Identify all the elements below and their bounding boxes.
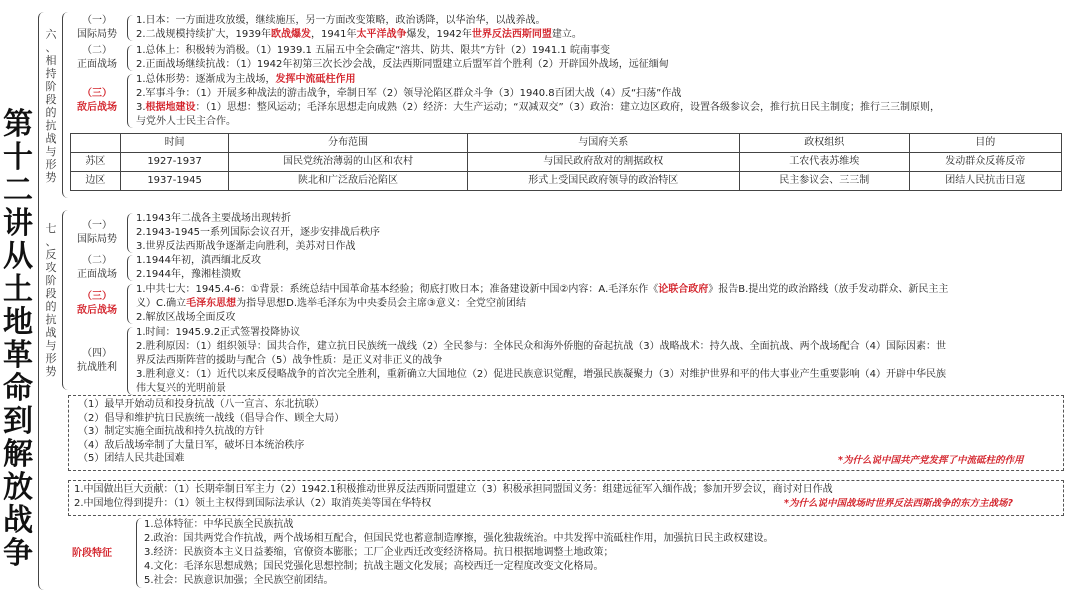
- sec7-part-line: [136, 368, 946, 382]
- sec7-part-line: [136, 382, 226, 396]
- eastern-front-note: *为什么说中国战场时世界反法西斯战争的东方主战场?: [784, 498, 1013, 509]
- sec6-part-number: （三）: [82, 88, 112, 99]
- table-cell: 形式上受国民政府领导的政治特区: [467, 172, 739, 191]
- title-char: 十: [3, 140, 33, 175]
- sec6-part-name: 敌后战场: [77, 102, 117, 113]
- table-cell: 陕北和广泛敌后沦陷区: [229, 172, 467, 191]
- line-text: 2.军事斗争：（1）开展多种战法的游击战争，牵制日军（2）领导沦陷区群众斗争（3）1940.8百团大战（4）反“扫荡”作战: [136, 88, 682, 99]
- section-label-char: 的: [45, 300, 57, 313]
- table-cell: 边区: [71, 172, 121, 191]
- highlight-text: 世界反法西斯同盟: [471, 29, 552, 40]
- title-char: 二: [3, 173, 33, 208]
- section-6-label: [44, 28, 58, 184]
- sec6-part-name: 正面战场: [77, 59, 117, 70]
- main-title: [2, 108, 34, 570]
- line-text: 2.二战规模持续扩大，1939年: [136, 29, 271, 40]
- section-label-char: 阶: [45, 80, 57, 93]
- section-label-char: 抗: [45, 119, 57, 132]
- line-text: 义）C.确立: [136, 298, 187, 309]
- table-header-cell: 分布范围: [229, 134, 467, 153]
- table-header-cell: 目的: [909, 134, 1062, 153]
- highlight-text: 欧战爆发: [271, 29, 311, 40]
- table-cell: 1937-1945: [120, 172, 229, 191]
- cpc-role-line: （4）敌后战场牵制了大量日军，破坏日本统治秩序: [78, 439, 305, 451]
- section-label-char: 、: [45, 41, 57, 54]
- section-label-char: 形: [45, 352, 57, 365]
- sec6-part-line: [136, 58, 669, 72]
- sec7-part-number: （二）: [82, 255, 112, 266]
- line-text: 3.世界反法西斯战争逐渐走向胜利，美苏对日作战: [136, 241, 356, 252]
- stage-line: 2.政治：国共两党合作抗战，两个战场相互配合，但国民党也蓄意制造摩擦，强化独裁统治。中共发挥中流砥柱作用，加强抗日民主政权建设。: [144, 533, 774, 544]
- table-cell: 发动群众反蒋反帝: [909, 153, 1062, 172]
- line-text: ，1941年: [311, 29, 357, 40]
- section-label-char: 势: [45, 171, 57, 184]
- section-label-char: 六: [45, 28, 57, 41]
- sec7-part-name: 抗战胜利: [77, 362, 117, 373]
- section-label-char: 阶: [45, 274, 57, 287]
- line-text: 1.总体上：积极转为消极。（1）1939.1 五届五中全会确定“溶共、防共、限共”方针（2）1941.1 皖南事变: [136, 45, 610, 56]
- sec7-part-line: [136, 212, 291, 226]
- line-text: 1.总体形势：逐渐成为主战场，: [136, 74, 276, 85]
- stage-brace: [136, 518, 143, 588]
- sec7-part-number: （一）: [82, 220, 112, 231]
- line-text: 1.1944年初，滇西缅北反攻: [136, 255, 261, 266]
- title-char: 命: [3, 371, 33, 406]
- section-7-label: [44, 222, 58, 378]
- table-cell: 国民党统治薄弱的山区和农村: [229, 153, 467, 172]
- sec7-part-brace: [127, 255, 133, 281]
- eastern-front-line: 1.中国做出巨大贡献：（1）长期牵制日军主力（2）1942.1积极推动世界反法西斯同盟建立（3）积极承担同盟国义务：组建远征军入缅作战；参加开罗会议，商讨对日作战: [74, 484, 833, 495]
- sec7-part-line: [136, 226, 380, 240]
- table-header-cell: 政权组织: [739, 134, 909, 153]
- sec7-part-line: [136, 340, 946, 354]
- line-text: 伟大复兴的光明前景: [136, 383, 226, 394]
- section-label-char: 持: [45, 67, 57, 80]
- section-label-char: 与: [45, 145, 57, 158]
- highlight-text: 太平洋战争: [356, 29, 407, 40]
- cpc-role-line: （2）倡导和维护抗日民族统一战线（倡导合作、顾全大局）: [78, 412, 345, 424]
- line-text: 1.中共七大：1945.4-6：①背景：系统总结中国革命基本经验；彻底打败日本；准备建设新中国②内容：A.毛泽东作《: [136, 284, 659, 295]
- section-label-char: 势: [45, 365, 57, 378]
- table-header-cell: [71, 134, 121, 153]
- section-label-char: 段: [45, 93, 57, 106]
- line-text: 建立。: [551, 29, 582, 40]
- stage-line: 5.社会：民族意识加强；全民族空前团结。: [144, 575, 334, 586]
- table-cell: 团结人民抗击日寇: [909, 172, 1062, 191]
- section-label-char: 反: [45, 248, 57, 261]
- sec7-part-name: 正面战场: [77, 269, 117, 280]
- section-6-brace: [62, 12, 69, 198]
- stage-line: 1.总体特征：中华民族全民族抗战: [144, 519, 294, 530]
- sec6-part-line: [136, 44, 610, 58]
- cpc-role-line: （1）最早开始动员和投身抗战（八一宣言、东北抗联）: [78, 399, 325, 410]
- line-text: 1.时间：1945.9.2正式签署投降协议: [136, 327, 301, 338]
- table-cell: 苏区: [71, 153, 121, 172]
- sec6-part-number: （二）: [82, 45, 112, 56]
- section-label-char: 战: [45, 132, 57, 145]
- stage-line: 4.文化：毛泽东思想成熟；国民党强化思想控制；抗战主题文化发展；高校西迁一定程度改变文化格局。: [144, 561, 604, 572]
- stage-line: 3.经济：民族资本主义日益萎缩，官僚资本膨胀；工厂企业西迁改变经济格局。抗日根据地调整土地政策；: [144, 547, 614, 558]
- comparison-table: [70, 133, 1062, 191]
- sec6-part-line: [136, 73, 356, 87]
- table-header-cell: 时间: [120, 134, 229, 153]
- highlight-text: 论联合政府: [658, 284, 709, 295]
- title-char: 讲: [3, 206, 33, 241]
- sec6-part-brace: [127, 45, 133, 71]
- eastern-front-line: 2.中国地位得到提升：（1）领土主权得到国际法承认（2）取消英美等国在华特权: [74, 498, 432, 509]
- section-label-char: 形: [45, 158, 57, 171]
- line-text: ：（1）思想：整风运动；毛泽东思想走向成熟（2）经济：大生产运动；“双减双交”（3）政治：建立边区政府，设置各级参议会，推行抗日民主制度；推行三三制原则，: [195, 102, 940, 113]
- line-text: 2.1944年，豫湘桂溃败: [136, 269, 241, 280]
- line-text: 1.1943年二战各主要战场出现转折: [136, 213, 291, 224]
- line-text: 》报告B.提出党的政治路线（放手发动群众、新民主主: [708, 284, 949, 295]
- section-label-char: 七: [45, 222, 57, 235]
- line-text: 3.: [136, 102, 146, 113]
- sec7-part-name: 国际局势: [77, 234, 117, 245]
- title-char: 到: [3, 404, 33, 439]
- sec6-part-brace: [127, 74, 133, 128]
- sec7-part-line: [136, 283, 948, 297]
- stage-label: 阶段特征: [72, 548, 112, 559]
- sec7-part-number: （四）: [82, 348, 112, 359]
- sec7-part-line: [136, 254, 261, 268]
- title-char: 革: [3, 338, 33, 373]
- table-cell: 1927-1937: [120, 153, 229, 172]
- section-7-brace: [62, 210, 69, 390]
- sec6-part-line: [136, 115, 236, 129]
- line-text: 1.日本：一方面进攻放缓，继续施压，另一方面改变策略，政治诱降，以华治华，以战养战。: [136, 15, 546, 26]
- section-label-char: 相: [45, 54, 57, 67]
- highlight-text: 发挥中流砥柱作用: [275, 74, 356, 85]
- sec7-part-brace: [127, 327, 133, 395]
- section-label-char: 攻: [45, 261, 57, 274]
- cpc-role-line: （5）团结人民共赴国难: [78, 453, 185, 464]
- line-text: 2.正面战场继续抗战：（1）1942年初第三次长沙会战，反法西斯同盟建立后盟军首个胜利（2）开辟国外战场，远征缅甸: [136, 59, 669, 70]
- sec6-part-brace: [127, 15, 133, 41]
- title-char: 争: [3, 536, 33, 571]
- cpc-role-line: （3）制定实施全面抗战和持久抗战的方针: [78, 426, 265, 437]
- sec7-part-line: [136, 297, 526, 311]
- sec7-part-brace: [127, 284, 133, 324]
- section-label-char: 的: [45, 106, 57, 119]
- table-cell: 与国民政府敌对的割据政权: [467, 153, 739, 172]
- line-text: 爆发，1942年: [406, 29, 472, 40]
- title-char: 解: [3, 437, 33, 472]
- line-text: 2.1943-1945一系列国际会议召开，逐步安排战后秩序: [136, 227, 381, 238]
- line-text: 为指导思想D.选举毛泽东为中央委员会主席③意义：全党空前团结: [236, 298, 527, 309]
- sec7-part-line: [136, 311, 236, 325]
- line-text: 2.解放区战场全面反攻: [136, 312, 236, 323]
- sec7-part-line: [136, 240, 356, 254]
- section-label-char: 战: [45, 326, 57, 339]
- line-text: 3.胜利意义：（1）近代以来反侵略战争的首次完全胜利，重新确立大国地位（2）促进民族意识觉醒，增强民族凝聚力（3）对维护世界和平的伟大事业产生重要影响（4）开辟中华民族: [136, 369, 946, 380]
- section-label-char: 、: [45, 235, 57, 248]
- sec6-part-line: [136, 14, 546, 28]
- section-label-char: 段: [45, 287, 57, 300]
- cpc-role-note: *为什么说中国共产党发挥了中流砥柱的作用: [838, 455, 1024, 466]
- table-row: [71, 153, 1062, 172]
- sec7-part-name: 敌后战场: [77, 305, 117, 316]
- title-char: 从: [3, 239, 33, 274]
- sec7-part-line: [136, 354, 442, 368]
- title-char: 战: [3, 503, 33, 538]
- sec7-part-line: [136, 326, 300, 340]
- table-cell: 民主参议会、三三制: [739, 172, 909, 191]
- table-header-cell: 与国府关系: [467, 134, 739, 153]
- table-row: [71, 172, 1062, 191]
- section-label-char: 与: [45, 339, 57, 352]
- sec7-part-line: [136, 268, 241, 282]
- sec6-part-line: [136, 28, 582, 42]
- sec7-part-brace: [127, 213, 133, 253]
- title-char: 土: [3, 272, 33, 307]
- sec6-part-line: [136, 101, 940, 115]
- highlight-text: 毛泽东思想: [186, 298, 237, 309]
- highlight-text: 根据地建设: [145, 102, 196, 113]
- sec6-part-number: （一）: [82, 15, 112, 26]
- title-char: 放: [3, 470, 33, 505]
- sec6-part-line: [136, 87, 681, 101]
- title-char: 第: [3, 107, 33, 142]
- section-label-char: 抗: [45, 313, 57, 326]
- line-text: 2.胜利原因：（1）组织领导：国共合作，建立抗日民族统一战线（2）全民参与：全体民众和海外侨胞的奋起抗战（3）战略战术：持久战、全面抗战、两个战场配合（4）国际因素：世: [136, 341, 946, 352]
- sec7-part-number: （三）: [82, 291, 112, 302]
- line-text: 与党外人士民主合作。: [136, 116, 236, 127]
- sec6-part-name: 国际局势: [77, 29, 117, 40]
- line-text: 界反法西斯阵营的援助与配合（5）战争性质：是正义对非正义的战争: [136, 355, 443, 366]
- title-char: 地: [3, 305, 33, 340]
- table-cell: 工农代表苏维埃: [739, 153, 909, 172]
